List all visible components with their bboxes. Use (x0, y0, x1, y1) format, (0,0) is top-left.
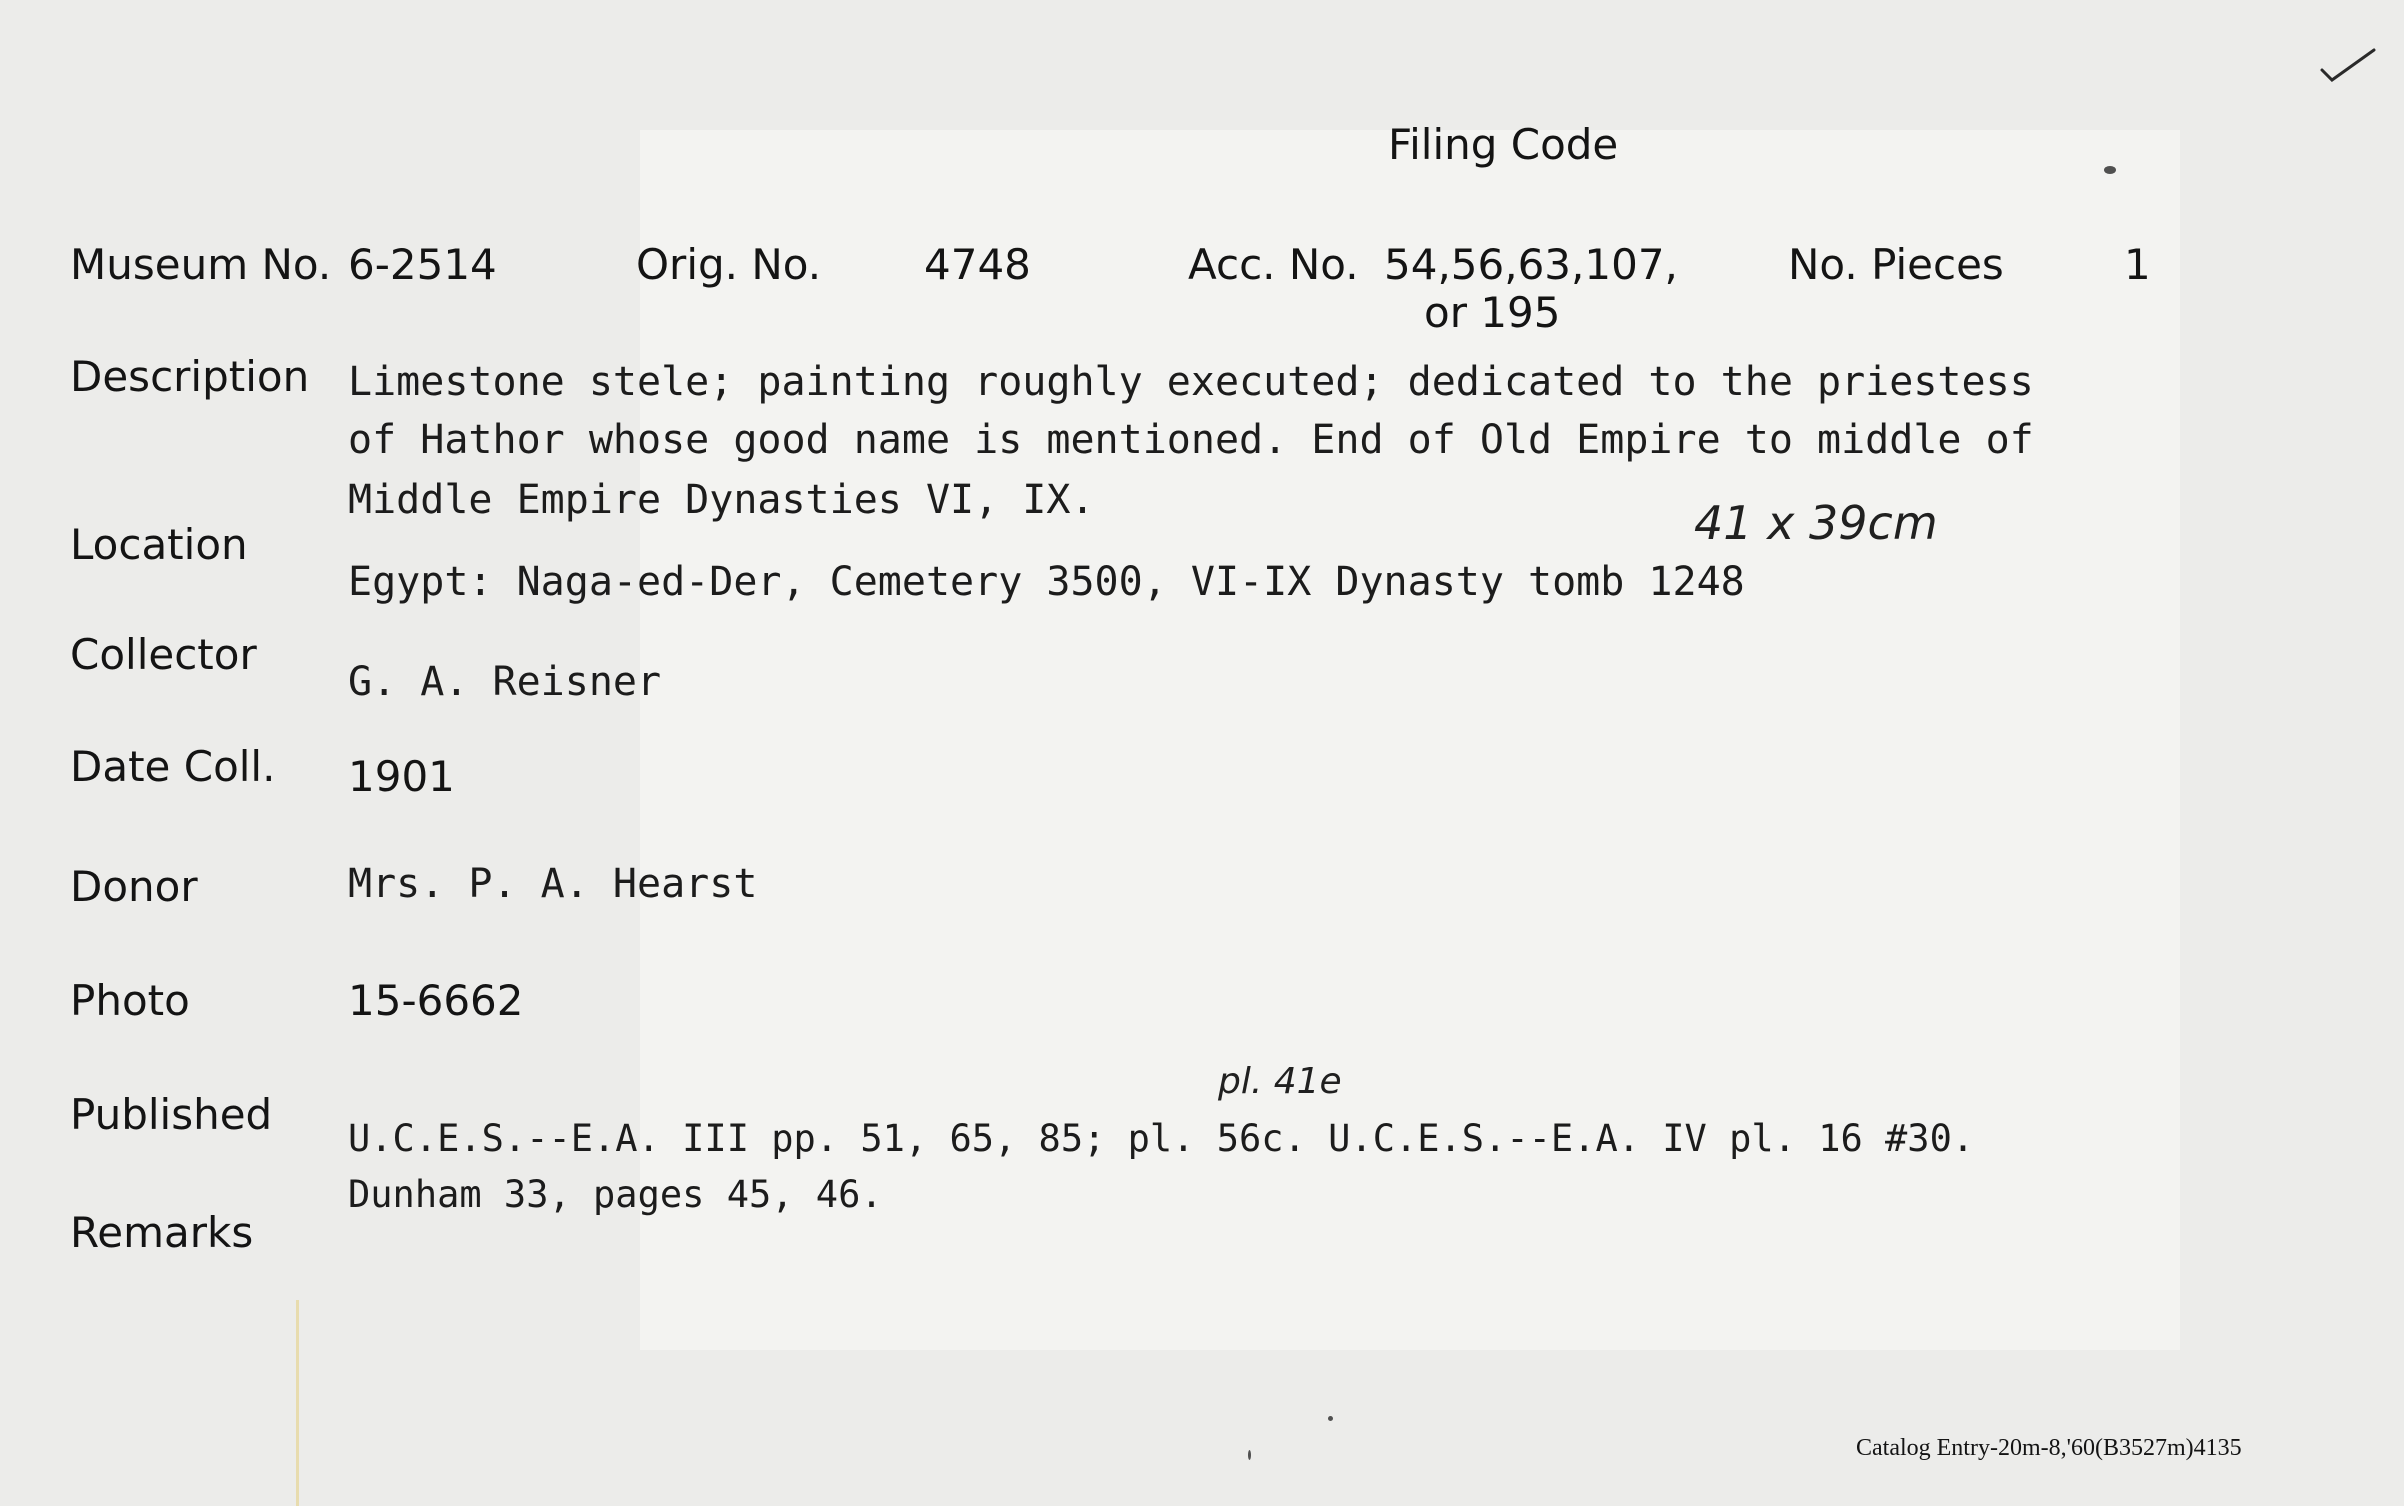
description-line: of Hathor whose good name is mentioned. End of Old Empire to middle of (348, 417, 2034, 463)
location-value: Egypt: Naga-ed-Der, Cemetery 3500, VI-IX Dynasty tomb 1248 (348, 559, 1745, 605)
speck (1248, 1450, 1251, 1460)
acc-no-value: 54,56,63,107, (1384, 240, 1678, 289)
collector-label: Collector (70, 630, 257, 679)
published-label: Published (70, 1090, 273, 1139)
check-mark-icon (2318, 44, 2378, 88)
date-coll-value: 1901 (348, 752, 455, 801)
donor-label: Donor (70, 862, 198, 911)
published-line: Dunham 33, pages 45, 46. (348, 1173, 883, 1216)
speck (1328, 1416, 1333, 1421)
date-coll-label: Date Coll. (70, 742, 276, 791)
acc-no-alt-value: or 195 (1424, 288, 1561, 337)
description-line: Middle Empire Dynasties VI, IX. (348, 477, 1095, 523)
museum-no-label: Museum No. (70, 240, 332, 289)
speck (2104, 166, 2116, 174)
dimensions-note: 41 x 39cm (1694, 496, 1938, 550)
photo-value: 15-6662 (348, 976, 524, 1025)
margin-line (296, 1300, 299, 1506)
acc-no-label: Acc. No. (1188, 240, 1359, 289)
no-pieces-label: No. Pieces (1788, 240, 2004, 289)
museum-no-value: 6-2514 (348, 240, 497, 289)
remarks-label: Remarks (70, 1208, 254, 1257)
published-line: U.C.E.S.--E.A. III pp. 51, 65, 85; pl. 56c. U.C.E.S.--E.A. IV pl. 16 #30. (348, 1117, 1975, 1160)
published-note: pl. 41e (1218, 1061, 1342, 1102)
photo-label: Photo (70, 976, 190, 1025)
collector-value: G. A. Reisner (348, 659, 662, 705)
filing-code-label: Filing Code (1388, 120, 1619, 169)
description-label: Description (70, 352, 310, 401)
orig-no-label: Orig. No. (636, 240, 822, 289)
paper-panel (640, 130, 2180, 1350)
no-pieces-value: 1 (2124, 240, 2151, 289)
catalog-entry-footer: Catalog Entry-20m-8,'60(B3527m)4135 (1856, 1435, 2242, 1461)
orig-no-value: 4748 (924, 240, 1031, 289)
description-line: Limestone stele; painting roughly executed; dedicated to the priestess (348, 359, 2034, 405)
location-label: Location (70, 520, 248, 569)
donor-value: Mrs. P. A. Hearst (348, 861, 758, 907)
